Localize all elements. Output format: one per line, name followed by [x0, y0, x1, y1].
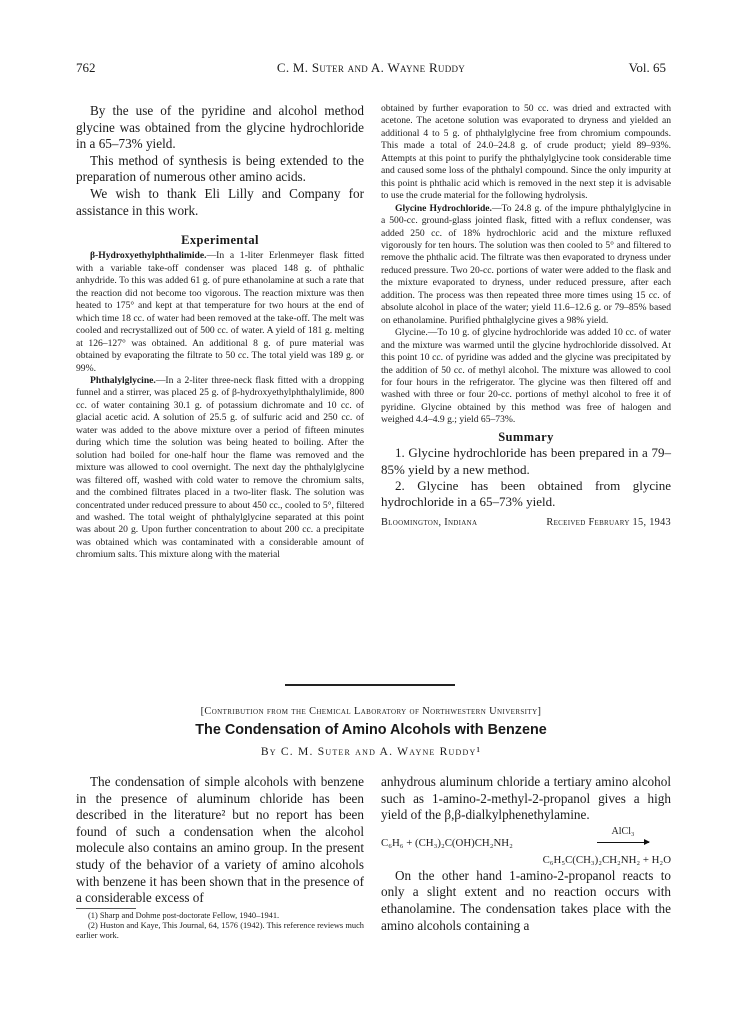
procedure-text: Glycine.—To 10 g. of glycine hydrochloride was added 10 cc. of water and the mixture was warmed until the glycine hydrochloride dissolved. At this point 10 cc. of pyridine was added and the glycine was precipitated by the addition of 50 cc. of methyl alcohol. The mixture was allowed to cool for four hours in the refrigerator. The glycine was then filtered off and washed with three or four 20-cc. portions of methyl alcohol to free it of pyridine. Glycine obtained by this method was free of halogen and weighed 4.4–4.9 g.; yield 65–73%. [381, 327, 671, 426]
signature-place: Bloomington, Indiana [381, 516, 478, 528]
acknowledgment-paragraph: We wish to thank Eli Lilly and Company for assistance in this work. [76, 185, 364, 218]
procedure-runin: Glycine Hydrochloride. [395, 202, 492, 214]
body-paragraph: anhydrous aluminum chloride a tertiary amino alcohol such as 1-amino-2-methyl-2-propanol gives a high yield of the β,β-dialkylphenethylamine. [381, 774, 671, 823]
footnote-rule [76, 908, 136, 909]
reaction-arrow [597, 824, 649, 844]
procedure-text: —In a 2-liter three-neck flask fitted with a dropping funnel and a stirrer, was placed 25 g. of β-hydroxyethylphthalylimide, 800 cc. of water containing 30.1 g. of potassium dichromate and 10 cc. of glacial acetic acid. A solution of 25.5 g. of sulfuric acid and 250 cc. of water was added to the above mixture over a period of fifteen minutes during which time the solution was being heated to boiling. After the solution had boiled for one-half hour the flame was removed and the mixture was allowed to cool overnight. The next day the phthalylglycine was filtered off, washed with cold water to remove the chromium salts, and the combined filtrates placed in a two-liter flask. The solution was concentrated under reduced pressure to about 450 cc., cooled to 5°, filtered and washed. The total weight of phthalylglycine separated at this point was about 20 g. Upon further concentration to about 200 cc. a precipitate was obtained which was contaminated with a considerable amount of chromium salts. This mixture along with the material [76, 374, 364, 561]
footnote: (2) Huston and Kaye, This Journal, 64, 1576 (1942). This reference reviews much earlier work. [76, 920, 364, 941]
running-head: C. M. Suter and A. Wayne Ruddy [276, 60, 466, 75]
page-number: 762 [76, 60, 96, 75]
article2-column-left [76, 774, 364, 941]
procedure-paragraph [381, 103, 671, 203]
procedure-runin: Phthalylglycine. [90, 374, 156, 386]
intro-paragraph: This method of synthesis is being extended to the preparation of numerous other amino acids. [76, 152, 364, 185]
body-paragraph: The condensation of simple alcohols with benzene in the presence of aluminum chloride has been described in the literature² but no report has been found of such a condensation when the alcohol molecule also contains an amino group. In the present study of the behavior of a variety of amino alcohols with benzene it has been shown that in the presence of a considerable excess of [76, 774, 364, 906]
summary-heading: Summary [498, 429, 554, 444]
procedure-paragraph [76, 250, 364, 375]
arrow-icon [597, 842, 649, 843]
equation-products: C₆H₅C(CH₃)₂CH₂NH₂ + H₂O [542, 853, 671, 866]
footnote: (1) Sharp and Dohme post-doctorate Fellow, 1940–1941. [88, 910, 280, 920]
signature-received: Received February 15, 1943 [546, 516, 671, 528]
experimental-column-right [381, 103, 671, 529]
procedure-paragraph [76, 375, 364, 562]
experimental-heading: Experimental [181, 233, 259, 247]
article-title: The Condensation of Amino Alcohols with Benzene [195, 722, 547, 738]
signature-line [381, 517, 671, 529]
reaction-equation [381, 824, 671, 868]
body-paragraph: On the other hand 1-amino-2-propanol reacts to only a slight extent and no reaction occurs with ethanolamine. The condensation takes place with the amino alcohols containing a [381, 867, 671, 933]
intro-column [76, 103, 364, 219]
experimental-column-left [76, 228, 364, 562]
volume-label: Vol. 65 [628, 60, 666, 75]
article-divider [285, 684, 455, 686]
procedure-paragraph [381, 327, 671, 427]
procedure-runin: β-Hydroxyethylphthalimide. [90, 250, 207, 262]
page-header [76, 60, 666, 78]
procedure-paragraph [381, 203, 671, 328]
equation-catalyst: AlCl₃ [611, 825, 635, 837]
procedure-text: —To 24.8 g. of the impure phthalylglycine in a 500-cc. ground-glass jointed flask, fitted with a reflux condenser, was added 250 cc. of 18% hydrochloric acid and the mixture refluxed vigorously for ten hours. The solution was then cooled to 5° and filtered to remove the phthalic acid. The filtrate was then evaporated to dryness under reduced pressure. Two 20-cc. portions of water were added to the flask and the mixture evaporated to dryness, under reduced pressure, after each addition. The process was then repeated three more times using 15 cc. of absolute alcohol in place of the water; yield 11.6–12.6 g. or 79–85% based on ethanolamine. Purified phthalglycine gives a 98% yield. [381, 202, 671, 326]
summary-item: 2. Glycine has been obtained from glycine hydrochloride in a 65–73% yield. [381, 478, 671, 510]
contribution-line: [Contribution from the Chemical Laboratory of Northwestern University] [200, 706, 542, 717]
summary-item: 1. Glycine hydrochloride has been prepared in a 79–85% yield by a new method. [381, 445, 671, 477]
article-byline: By C. M. Suter and A. Wayne Ruddy¹ [260, 745, 482, 758]
intro-paragraph: By the use of the pyridine and alcohol method glycine was obtained from the glycine hydrochloride in a 65–73% yield. [76, 103, 364, 152]
article2-column-right [381, 774, 671, 934]
procedure-text: —In a 1-liter Erlenmeyer flask fitted with a variable take-off condenser was placed 148 g. of phthalic anhydride. To this was added 61 g. of pure ethanolamine at such a rate that the reaction did not become too vigorous. The reaction mixture was then heated to 175° and kept at that temperature for two hours at the end of which time 18 cc. of water had been removed at the take-off. The melt was cooled and recrystallized out of 500 cc. of water. A yield of 181 g. melting at 126–127° was obtained. An additional 8 g. of pure material was obtained by evaporating the filtrate to 50 cc. The total yield was 189 g. or 99%. [76, 250, 364, 374]
equation-reactants: C₆H₆ + (CH₃)₂C(OH)CH₂NH₂ [381, 836, 513, 849]
procedure-text: obtained by further evaporation to 50 cc. was dried and extracted with acetone. The acetone solution was evaporated to dryness and yielded an additional 4 to 5 g. of phthalylglycine free from chromium compounds. This made a total of 24.0–24.8 g. of crude product; yield 89–93%. Attempts at this point to purify the phthalylglycine took considerable time and caused some loss of the phthalyl compound. Since the only impurity at this point is phthalic acid which is removed in the next step it is advisable to use the crude material for the following hydrolysis. [381, 103, 671, 202]
